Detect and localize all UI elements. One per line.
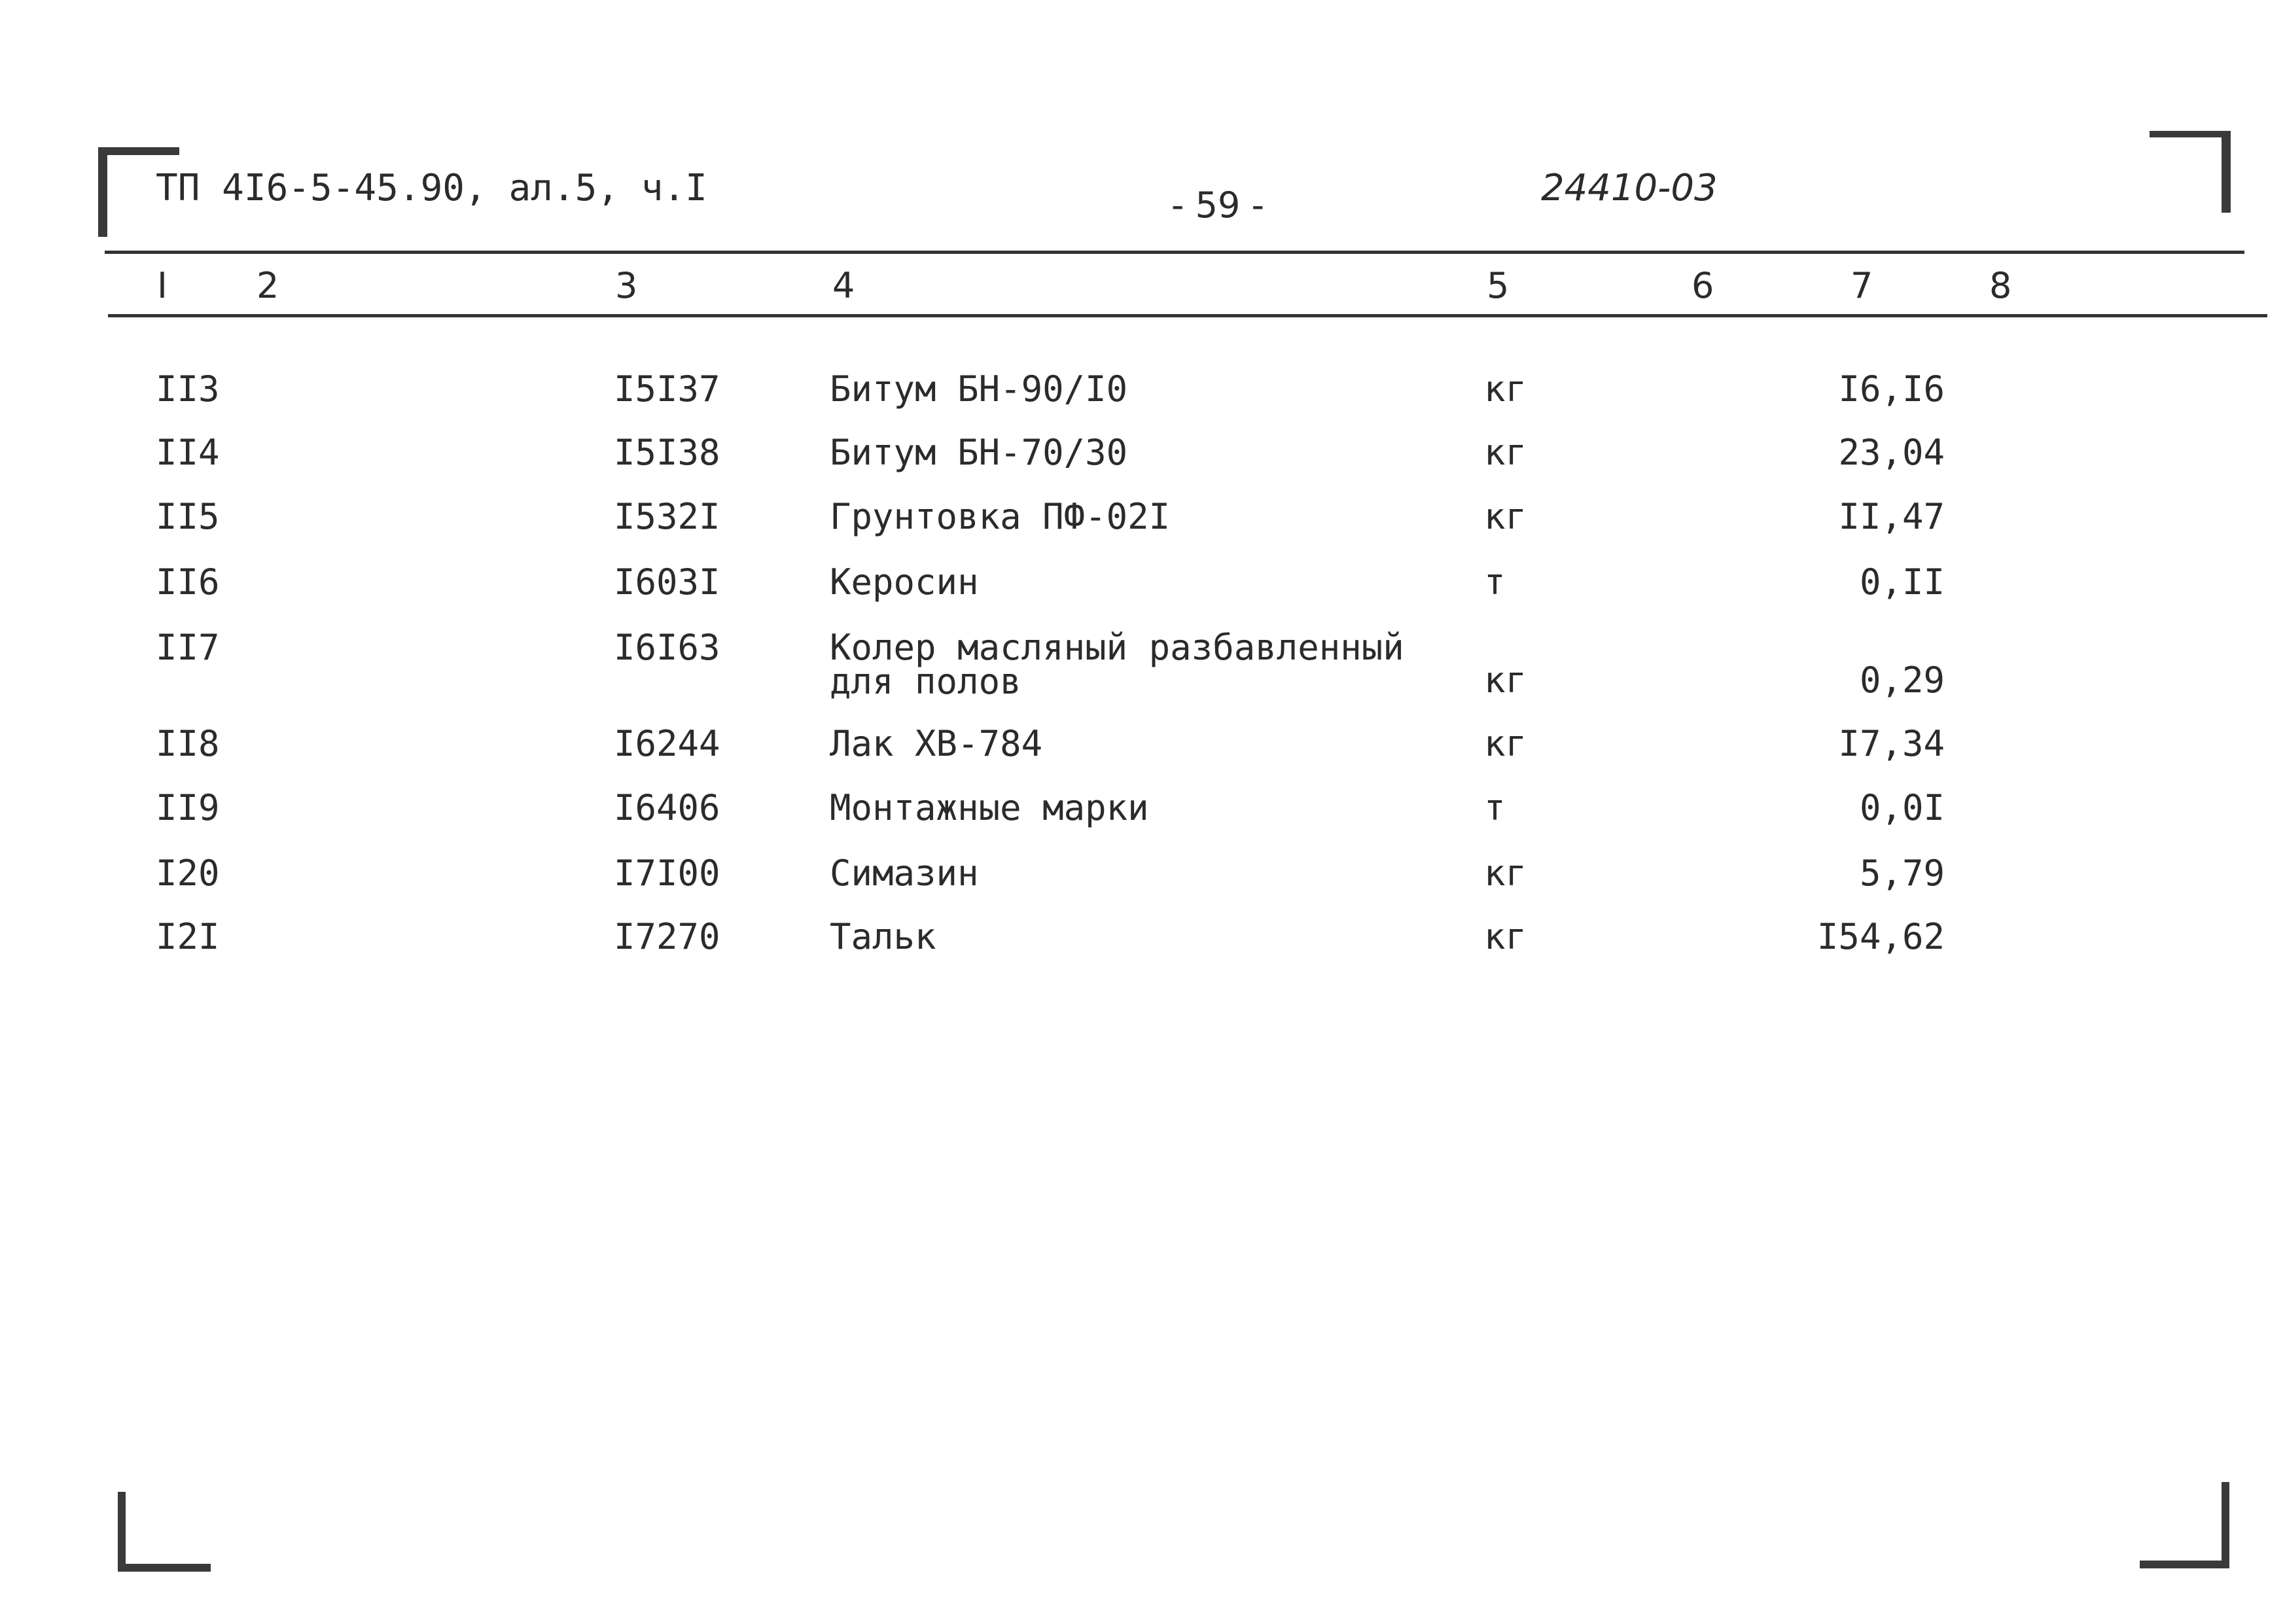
- column-number-5: 5: [1487, 265, 1510, 306]
- unit: кг: [1484, 723, 1527, 764]
- material-name: Керосин: [830, 561, 979, 603]
- material-name: Грунтовка ПФ-02I: [830, 496, 1171, 537]
- row-number: II6: [156, 561, 220, 603]
- corner-mark-top-right: [2150, 131, 2231, 213]
- unit: кг: [1484, 916, 1527, 957]
- column-number-3: 3: [615, 265, 638, 306]
- row-number: II5: [156, 496, 220, 537]
- quantity: 0,0I: [1859, 787, 1945, 828]
- row-number: II8: [156, 723, 220, 764]
- table-row: [0, 368, 2285, 437]
- material-code: I5I37: [614, 368, 720, 410]
- material-name: Симазин: [830, 853, 979, 894]
- table-row: [0, 916, 2285, 985]
- row-number: II3: [156, 368, 220, 410]
- material-code: I6406: [614, 787, 720, 828]
- quantity: I54,62: [1816, 916, 1945, 957]
- column-number-6: 6: [1692, 265, 1714, 306]
- unit: т: [1484, 561, 1506, 603]
- document-code: 24410-03: [1541, 167, 1718, 209]
- material-code: I603I: [614, 561, 720, 603]
- column-number-4: 4: [832, 265, 855, 306]
- unit: кг: [1484, 660, 1527, 701]
- material-name: Монтажные марки: [830, 787, 1149, 828]
- material-code: I6I63: [614, 627, 720, 668]
- table-row: [0, 496, 2285, 565]
- table-row: [0, 432, 2285, 501]
- row-number: I2I: [156, 916, 220, 957]
- page-number: - 59 -: [1171, 185, 1265, 226]
- material-name: Битум БН-70/30: [830, 432, 1128, 473]
- quantity: I6,I6: [1838, 368, 1945, 410]
- material-code: I532I: [614, 496, 720, 537]
- column-number-7: 7: [1851, 265, 1873, 306]
- column-number-8: 8: [1989, 265, 2012, 306]
- corner-mark-bottom-left: [118, 1492, 211, 1572]
- material-name: [830, 627, 1404, 702]
- quantity: II,47: [1838, 496, 1945, 537]
- material-name: Тальк: [830, 916, 936, 957]
- table-row: [0, 853, 2285, 921]
- quantity: I7,34: [1838, 723, 1945, 764]
- table-row: [0, 723, 2285, 792]
- row-number: II4: [156, 432, 220, 473]
- table-row: [0, 787, 2285, 856]
- material-code: I7270: [614, 916, 720, 957]
- quantity: 23,04: [1838, 432, 1945, 473]
- quantity: 5,79: [1859, 853, 1945, 894]
- unit: т: [1484, 787, 1506, 828]
- unit: кг: [1484, 853, 1527, 894]
- row-number: I20: [156, 853, 220, 894]
- row-number: II7: [156, 627, 220, 668]
- material-name: Лак ХВ-784: [830, 723, 1043, 764]
- unit: кг: [1484, 432, 1527, 473]
- material-code: I5I38: [614, 432, 720, 473]
- material-code: I6244: [614, 723, 720, 764]
- table-header-top-rule: [105, 251, 2244, 254]
- quantity: 0,II: [1859, 561, 1945, 603]
- material-name-line-2: для полов: [830, 661, 1021, 702]
- document-reference: ТП 4I6-5-45.90, ал.5, ч.I: [156, 167, 707, 209]
- row-number: II9: [156, 787, 220, 828]
- material-code: I7I00: [614, 853, 720, 894]
- table-row: [0, 561, 2285, 630]
- material-name: Битум БН-90/I0: [830, 368, 1128, 410]
- material-name-line-1: Колер масляный разбавленный: [830, 627, 1404, 668]
- table-row: [0, 627, 2285, 722]
- column-number-1: I: [157, 265, 168, 306]
- corner-mark-bottom-right: [2140, 1482, 2229, 1568]
- table-header-bottom-rule: [108, 314, 2267, 317]
- column-number-2: 2: [257, 265, 279, 306]
- unit: кг: [1484, 496, 1527, 537]
- unit: кг: [1484, 368, 1527, 410]
- quantity: 0,29: [1859, 660, 1945, 701]
